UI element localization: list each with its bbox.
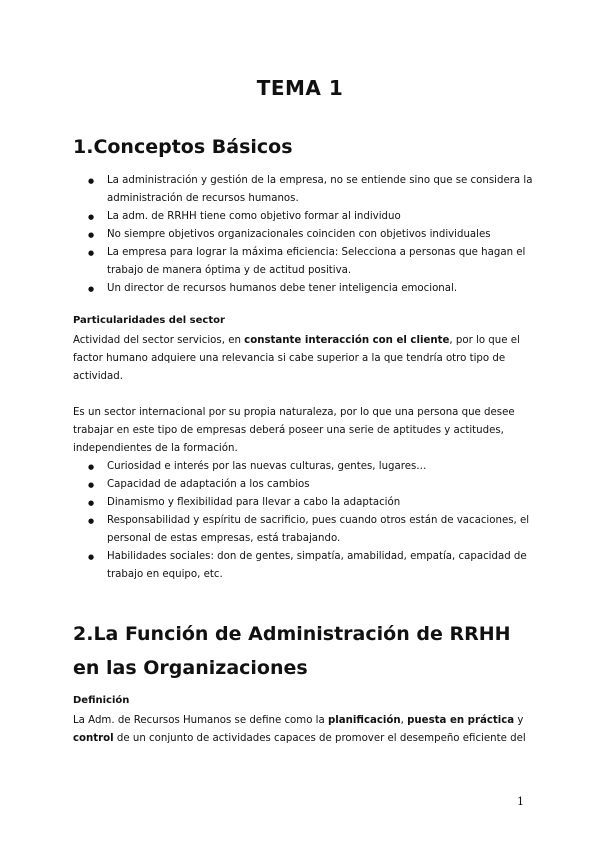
list-item: ● Habilidades sociales: don de gentes, simpatía, amabilidad, empatía, capacidad de trabajo en equipo, etc. [73,548,533,584]
list-item: ● Curiosidad e interés por las nuevas culturas, gentes, lugares… [73,458,533,476]
paragraph-text: y [514,715,524,726]
paragraph-text: de un conjunto de actividades capaces de promover el desempeño eficiente del [113,733,526,744]
list-item: ● Un director de recursos humanos debe tener inteligencia emocional. [73,280,533,298]
particularidades-paragraph [73,332,531,386]
list-item: ● Dinamismo y flexibilidad para llevar a cabo la adaptación [73,494,533,512]
particularidades-subheading: Particularidades del sector [73,315,225,326]
bold-phrase: control [73,733,114,744]
page-number: 1 [517,795,524,808]
section-1-bullet-list [73,172,533,298]
page-title: TEMA 1 [256,76,344,100]
bold-phrase: constante interacción con el cliente [244,335,450,346]
paragraph-text: , por lo que el factor humano adquiere una relevancia si cabe superior a la que tendría otro tipo de actividad. [73,335,520,382]
list-item: ● Capacidad de adaptación a los cambios [73,476,533,494]
paragraph-text: Actividad del sector servicios, en [73,335,245,346]
list-item: ● Responsabilidad y espíritu de sacrificio, pues cuando otros están de vacaciones, el personal de estas empresas, está trabajando. [73,512,533,548]
list-item: ● No siempre objetivos organizacionales coinciden con objetivos individuales [73,226,533,244]
list-item: ● La administración y gestión de la empresa, no se entiende sino que se considera la administración de recursos humanos. [73,172,533,208]
definicion-paragraph [73,712,531,748]
bold-phrase: planificación [328,715,401,726]
section-1-heading: 1.Conceptos Básicos [73,136,293,158]
bold-phrase: puesta en práctica [407,715,515,726]
international-sector-paragraph: Es un sector internacional por su propia naturaleza, por lo que una persona que desee trabajar en este tipo de empresas deberá poseer una serie de aptitudes y actitudes, independientes de la formación. [73,407,515,454]
paragraph-text: La Adm. de Recursos Humanos se define como la [73,715,328,726]
aptitudes-bullet-list [73,458,533,584]
section-2-heading: 2.La Función de Administración de RRHH en las Organizaciones [73,623,511,679]
definicion-subheading: Definición [73,695,130,706]
list-item: ● La adm. de RRHH tiene como objetivo formar al individuo [73,208,533,226]
paragraph-text: , [400,715,408,726]
list-item: ● La empresa para lograr la máxima eficiencia: Selecciona a personas que hagan el trabajo de manera óptima y de actitud positiva. [73,244,533,280]
